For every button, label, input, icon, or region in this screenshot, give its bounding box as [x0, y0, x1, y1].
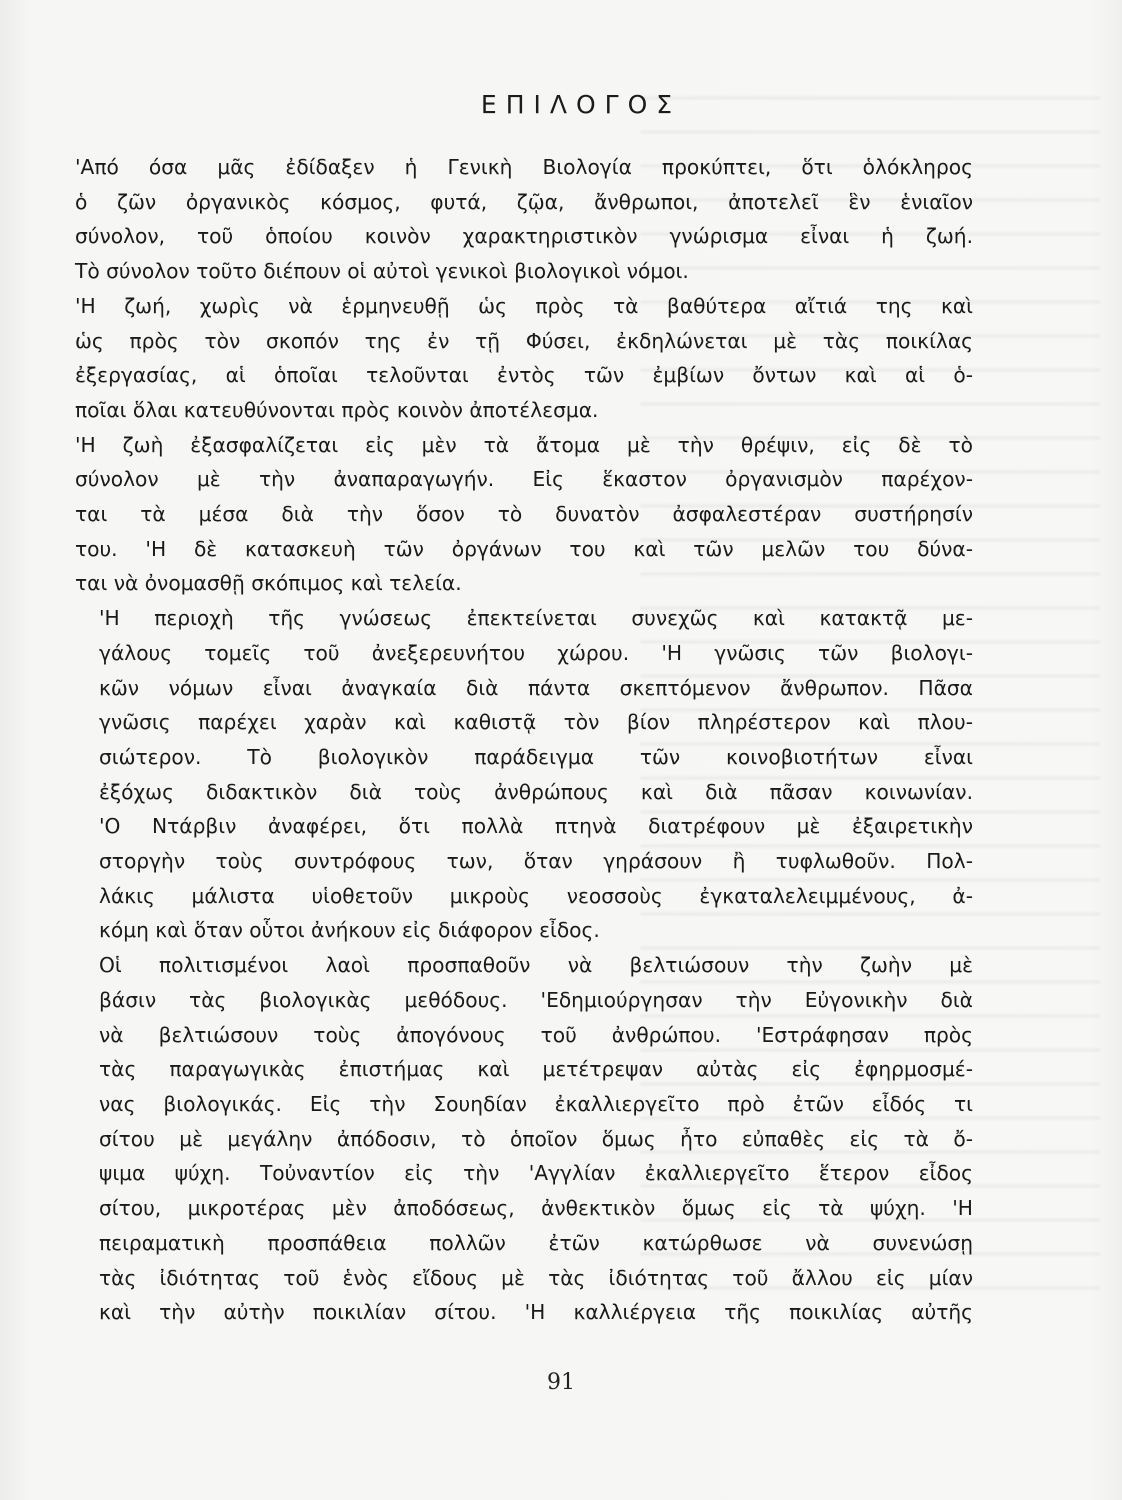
text-line: ἐξεργασίας, αἱ ὁποῖαι τελοῦνται ἐντὸς τῶν ἐμβίων ὄντων καὶ αἱ ὁ- [75, 363, 973, 388]
text-line: ὁ ζῶν ὀργανικὸς κόσμος, φυτά, ζῷα, ἄνθρωποι, ἀποτελεῖ ἓν ἑνιαῖον [75, 189, 973, 214]
text-line: πειραματικὴ προσπάθεια πολλῶν ἐτῶν κατώρθωσε νὰ συνενώσῃ [99, 1230, 973, 1255]
text-line: ὡς πρὸς τὸν σκοπόν της ἐν τῇ Φύσει, ἐκδηλώνεται μὲ τὰς ποικίλας [75, 328, 973, 353]
text-line: νας βιολογικάς. Εἰς τὴν Σουηδίαν ἐκαλλιεργεῖτο πρὸ ἐτῶν εἶδός τι [99, 1091, 973, 1116]
text-line: στοργὴν τοὺς συντρόφους των, ὅταν γηράσουν ἢ τυφλωθοῦν. Πολ- [99, 849, 973, 874]
text-line: ται τὰ μέσα διὰ τὴν ὅσον τὸ δυνατὸν ἀσφαλεστέραν συστήρησίν [75, 502, 973, 527]
body-text [59, 150, 973, 1330]
paragraph-5 [59, 948, 973, 1330]
text-line: ἐξόχως διδακτικὸν διὰ τοὺς ἀνθρώπους καὶ διὰ πᾶσαν κοινωνίαν. [99, 779, 973, 804]
paragraph-1 [59, 150, 973, 289]
text-line: 'Από όσα μᾶς ἐδίδαξεν ἡ Γενικὴ Βιολογία προκύπτει, ὅτι ὁλόκληρος [75, 155, 973, 179]
text-line: 'Η ζωή, χωρὶς νὰ ἑρμηνευθῇ ὡς πρὸς τὰ βαθύτερα αἴτιά της καὶ [75, 293, 973, 318]
text-line: σύνολον, τοῦ ὁποίου κοινὸν χαρακτηριστικὸν γνώρισμα εἶναι ἡ ζωή. [75, 224, 973, 249]
text-line: ται νὰ ὀνομασθῇ σκόπιμος καὶ τελεία. [75, 571, 462, 596]
text-line: γνῶσις παρέχει χαρὰν καὶ καθιστᾷ τὸν βίον πληρέστερον καὶ πλου- [99, 710, 973, 735]
text-line: ποῖαι ὅλαι κατευθύνονται πρὸς κοινὸν ἀποτέλεσμα. [75, 397, 599, 422]
text-line: νὰ βελτιώσουν τοὺς ἀπογόνους τοῦ ἀνθρώπου. 'Εστράφησαν πρὸς [99, 1022, 973, 1047]
text-line: 'Η περιοχὴ τῆς γνώσεως ἐπεκτείνεται συνεχῶς καὶ κατακτᾷ με- [99, 606, 973, 631]
text-line: σίτου, μικροτέρας μὲν ἀποδόσεως, ἀνθεκτικὸν ὅμως εἰς τὰ ψύχη. 'Η [99, 1196, 973, 1221]
text-line: 'Ο Ντάρβιν ἀναφέρει, ὅτι πολλὰ πτηνὰ διατρέφουν μὲ ἐξαιρετικὴν [99, 814, 973, 839]
text-line: λάκις μάλιστα υἱοθετοῦν μικροὺς νεοσσοὺς ἐγκαταλελειμμένους, ἀ- [99, 883, 973, 908]
text-line: κῶν νόμων εἶναι ἀναγκαία διὰ πάντα σκεπτόμενον ἄνθρωπον. Πᾶσα [99, 675, 973, 700]
text-line: καὶ τὴν αὐτὴν ποικιλίαν σίτου. 'Η καλλιέργεια τῆς ποικιλίας αὐτῆς [99, 1300, 973, 1325]
paragraph-2 [59, 289, 973, 428]
text-line: κόμη καὶ ὅταν οὗτοι ἀνήκουν εἰς διάφορον εἶδος. [99, 918, 600, 943]
text-line: σίτου μὲ μεγάλην ἀπόδοσιν, τὸ ὁποῖον ὅμως ἦτο εὐπαθὲς εἰς τὰ ὄ- [99, 1126, 973, 1151]
text-line: σιώτερον. Τὸ βιολογικὸν παράδειγμα τῶν κοινοβιοτήτων εἶναι [99, 744, 973, 769]
text-line: ψιμα ψύχη. Τοὐναντίον εἰς τὴν 'Αγγλίαν ἐκαλλιεργεῖτο ἕτερον εἶδος [99, 1161, 973, 1186]
text-line: τὰς παραγωγικὰς ἐπιστήμας καὶ μετέτρεψαν αὐτὰς εἰς ἐφηρμοσμέ- [99, 1057, 973, 1082]
chapter-title: ΕΠΙΛΟΓΟΣ [480, 90, 682, 119]
text-line: τὰς ἰδιότητας τοῦ ἑνὸς εἴδους μὲ τὰς ἰδιότητας τοῦ ἄλλου εἰς μίαν [99, 1265, 973, 1290]
text-line: σύνολον μὲ τὴν ἀναπαραγωγήν. Εἰς ἕκαστον ὀργανισμὸν παρέχον- [75, 467, 973, 492]
paragraph-4 [59, 601, 973, 948]
text-line: του. 'Η δὲ κατασκευὴ τῶν ὀργάνων του καὶ τῶν μελῶν του δύνα- [75, 536, 973, 561]
text-line: 'Η ζωὴ ἐξασφαλίζεται εἰς μὲν τὰ ἄτομα μὲ τὴν θρέψιν, εἰς δὲ τὸ [75, 432, 973, 457]
text-line: Τὸ σύνολον τοῦτο διέπουν οἱ αὐτοὶ γενικοὶ βιολογικοὶ νόμοι. [75, 259, 689, 284]
page-number: 91 [547, 1370, 575, 1395]
text-line: Οἱ πολιτισμένοι λαοὶ προσπαθοῦν νὰ βελτιώσουν τὴν ζωὴν μὲ [99, 953, 973, 978]
paragraph-3 [59, 428, 973, 602]
text-line: γάλους τομεῖς τοῦ ἀνεξερευνήτου χώρου. 'Η γνῶσις τῶν βιολογι- [99, 640, 973, 665]
text-line: βάσιν τὰς βιολογικὰς μεθόδους. 'Εδημιούργησαν τὴν Εὐγονικὴν διὰ [99, 987, 973, 1012]
